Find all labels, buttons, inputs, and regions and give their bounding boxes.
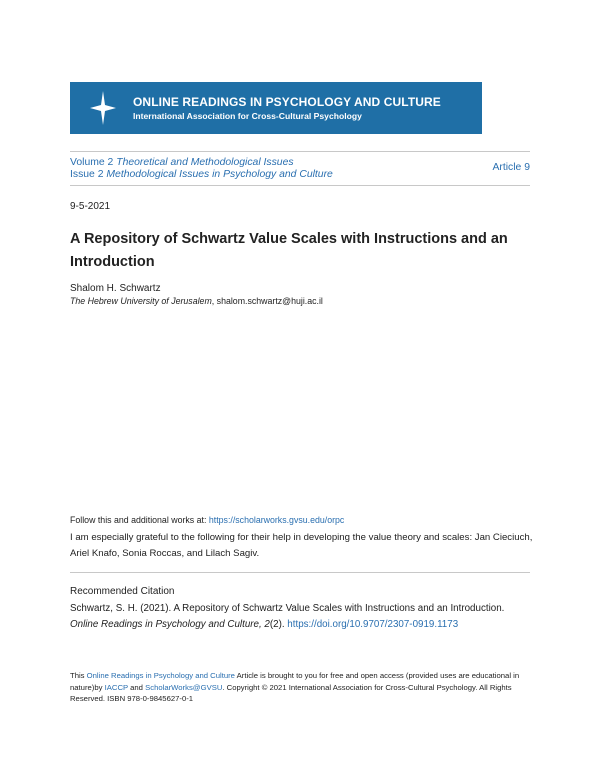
article-number[interactable]: Article 9 bbox=[492, 162, 530, 173]
volume-line[interactable] bbox=[70, 157, 294, 168]
follow-text: Follow this and additional works at: bbox=[70, 515, 209, 525]
footer-link-scholarworks[interactable]: ScholarWorks@GVSU bbox=[145, 682, 223, 692]
footer-link-iaccp[interactable]: IACCP bbox=[104, 682, 128, 692]
recommended-citation bbox=[70, 601, 530, 633]
divider-top bbox=[70, 151, 530, 152]
author-email: , shalom.schwartz@huji.ac.il bbox=[211, 296, 323, 306]
citation-issue: (2). bbox=[269, 619, 288, 630]
follow-link[interactable]: https://scholarworks.gvsu.edu/orpc bbox=[208, 515, 345, 525]
citation-journal: Online Readings in Psychology and Culture, 2 bbox=[70, 619, 270, 630]
issue-line[interactable] bbox=[70, 169, 333, 180]
banner-subtitle: International Association for Cross-Cultural Psychology bbox=[133, 111, 362, 121]
banner-title: ONLINE READINGS IN PSYCHOLOGY AND CULTURE bbox=[133, 95, 441, 109]
journal-banner bbox=[70, 82, 482, 134]
divider-series bbox=[70, 185, 530, 186]
acknowledgment: I am especially grateful to the following for their help in developing the value theory and scales: Jan Cieciuch, Ariel Knafo, Sonia Roccas, and Lilach Sagiv. bbox=[70, 532, 533, 559]
citation-text: Schwartz, S. H. (2021). A Repository of Schwartz Value Scales with Instructions and an Introduction. bbox=[70, 603, 505, 614]
author-affiliation: The Hebrew University of Jerusalem bbox=[70, 296, 212, 306]
volume-title[interactable]: Theoretical and Methodological Issues bbox=[116, 157, 294, 168]
follow-line bbox=[70, 515, 344, 525]
footer-text-1: This bbox=[70, 671, 87, 680]
recommended-citation-heading: Recommended Citation bbox=[70, 586, 175, 597]
author-affiliation-line bbox=[70, 296, 323, 306]
issue-title[interactable]: Methodological Issues in Psychology and Culture bbox=[106, 169, 333, 180]
citation-doi-link[interactable]: https://doi.org/10.9707/2307-0919.1173 bbox=[287, 619, 459, 630]
footer-link-orpc[interactable]: Online Readings in Psychology and Culture bbox=[86, 671, 235, 680]
volume-prefix[interactable]: Volume 2 bbox=[70, 157, 114, 168]
paper-title: A Repository of Schwartz Value Scales with Instructions and an Introduction bbox=[70, 231, 508, 270]
author-name: Shalom H. Schwartz bbox=[70, 283, 161, 294]
issue-prefix[interactable]: Issue 2 bbox=[70, 169, 104, 180]
footer-text-2: Article is brought to you for free and open access (provided uses are educational in nature)by bbox=[70, 671, 520, 692]
footer-text-4: . Copyright © 2021 International Association for Cross-Cultural Psychology. All Rights Reserved. ISBN 978-0-9845627-0-1 bbox=[70, 682, 512, 704]
footer-notice bbox=[70, 670, 532, 705]
star-logo-icon bbox=[90, 91, 116, 125]
footer-text-3: and bbox=[127, 682, 146, 692]
divider-citation bbox=[70, 572, 530, 573]
publication-date: 9-5-2021 bbox=[70, 201, 111, 212]
